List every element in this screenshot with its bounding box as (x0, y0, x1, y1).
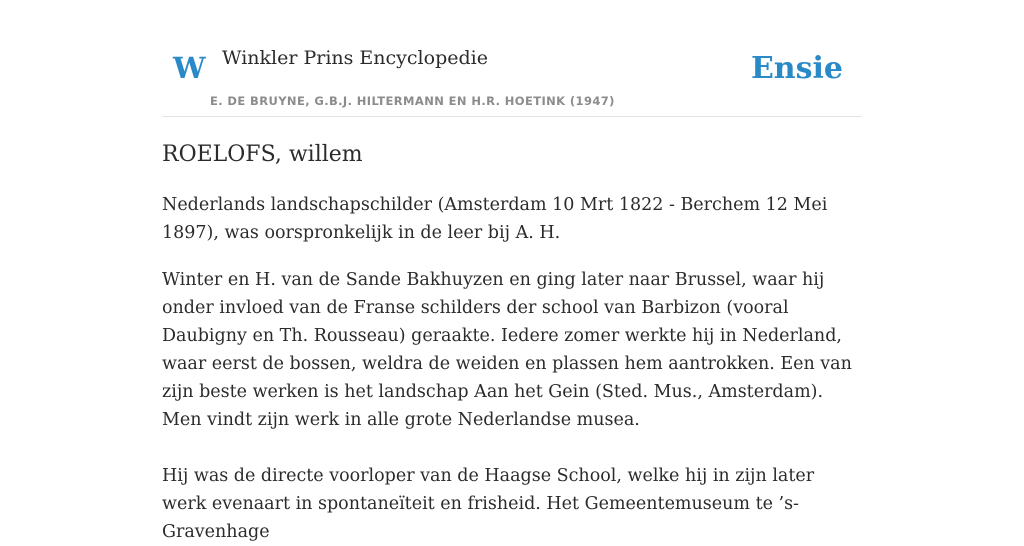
brand-logo[interactable]: Ensie (750, 51, 843, 86)
article-paragraph: Hij was de directe voorloper van de Haagse School, welke hij in zijn later werk evenaart in spontaneïteit en frisheid. Het Gemeentemuseum te ’s-Gravenhage (162, 466, 815, 542)
article-paragraph: Nederlands landschapschilder (Amsterdam 10 Mrt 1822 - Berchem 12 Mei 1897), was oorspronkelijk in de leer bij A. H. (162, 195, 828, 243)
source-header (162, 0, 862, 117)
source-title[interactable]: Winkler Prins Encyclopedie (222, 47, 488, 69)
source-logo[interactable]: W (173, 51, 206, 85)
article-body (162, 138, 862, 546)
article-paragraph: Winter en H. van de Sande Bakhuyzen en ging later naar Brussel, waar hij onder invloed van de Franse schilders der school van Barbizon (vooral Daubigny en Th. Rousseau) geraakte. Iedere zomer werkte hij in Nederland, waar eerst de bossen, weldra de weiden en plassen hem aantrokken. Een van zijn beste werken is het landschap Aan het Gein (Sted. Mus., Amsterdam). Men vindt zijn werk in alle grote Nederlandse musea. (162, 270, 852, 430)
article-title: ROELOFS, willem (162, 142, 363, 167)
source-authors: E. DE BRUYNE, G.B.J. HILTERMANN EN H.R. HOETINK (1947) (210, 94, 615, 108)
